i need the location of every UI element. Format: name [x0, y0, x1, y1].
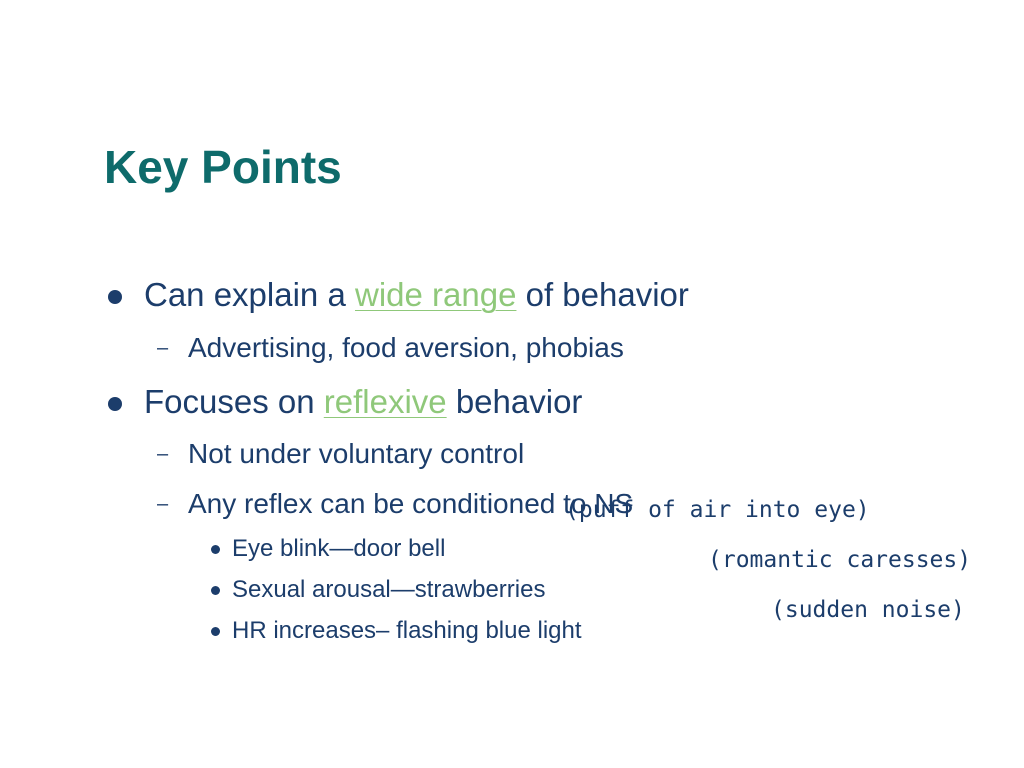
dash-bullet-icon: – [157, 337, 169, 359]
bullet-1-text-after: of behavior [516, 276, 689, 313]
bullet-1-text-before: Can explain a [144, 276, 355, 313]
sub-sub-bullet-2: Sexual arousal—strawberries [232, 576, 546, 603]
sub-bullet-1-1: Advertising, food aversion, phobias [188, 332, 624, 363]
small-bullet-dot-icon [211, 545, 220, 554]
reflexive-link[interactable]: reflexive [323, 383, 447, 420]
sub-sub-bullet-1: Eye blink—door bell [232, 535, 446, 562]
dash-bullet-icon: – [157, 443, 169, 465]
small-bullet-dot-icon [211, 627, 220, 636]
sub-bullet-2-2: Any reflex can be conditioned to NS [188, 488, 634, 519]
slide-title: Key Points [104, 141, 342, 193]
note-sudden-noise: (sudden noise) [771, 597, 965, 623]
small-bullet-dot-icon [211, 586, 220, 595]
bullet-2-text-after: behavior [446, 383, 583, 420]
bullet-dot-icon [108, 397, 122, 411]
bullet-2 [144, 383, 582, 421]
sub-bullet-2-1: Not under voluntary control [188, 438, 525, 469]
wide-range-link[interactable]: wide range [354, 276, 517, 313]
dash-bullet-icon: – [157, 493, 169, 515]
bullet-1 [144, 276, 689, 314]
bullet-dot-icon [108, 290, 122, 304]
note-romantic-caresses: (romantic caresses) [708, 547, 972, 573]
note-puff-of-air: (puff of air into eye) [565, 497, 870, 523]
bullet-2-text-before: Focuses on [144, 383, 324, 420]
sub-sub-bullet-3: HR increases– flashing blue light [232, 617, 582, 644]
